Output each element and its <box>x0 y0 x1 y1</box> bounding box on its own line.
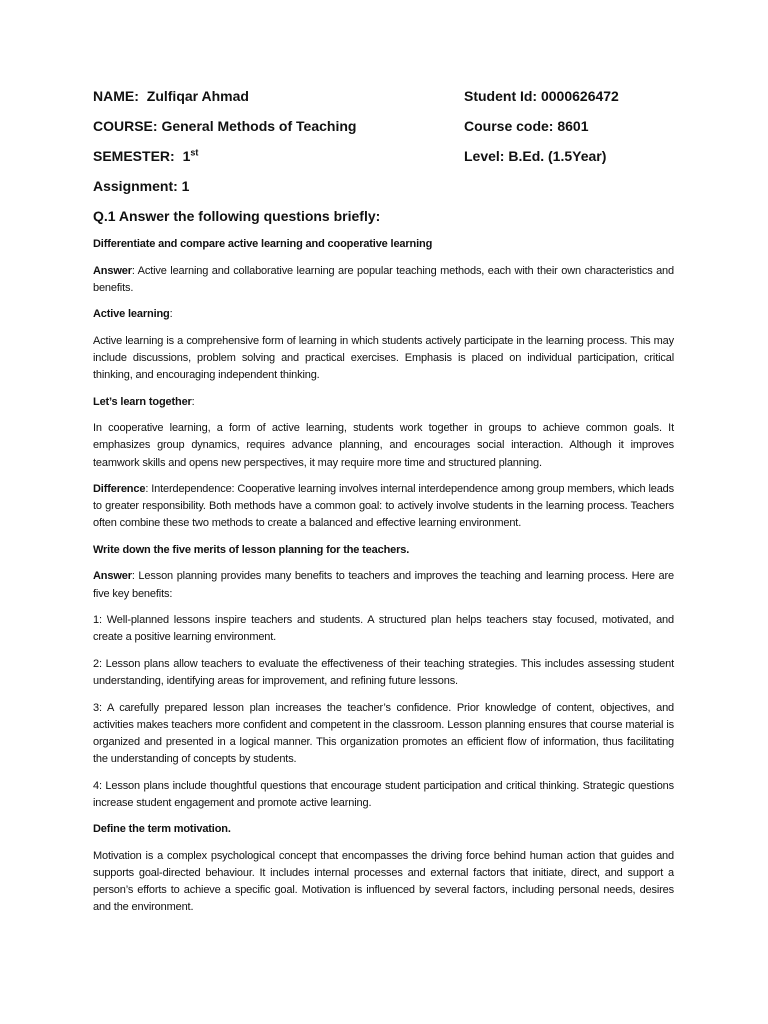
difference-text: : Interdependence: Cooperative learning involves internal interdependence among group members, which leads to greater responsibility. Both methods have a common goal: to actively involve students in the learning process. Teachers often combine these two methods to create a balanced and effective learning environment. <box>93 483 674 530</box>
answer-text: : Lesson planning provides many benefits to teachers and improves the teaching and learning process. Here are five key benefits: <box>93 570 674 600</box>
difference-label: Difference <box>93 483 146 496</box>
paragraph-answer-2 <box>93 568 674 602</box>
question-heading-c: Define the term motivation. <box>93 823 231 836</box>
paragraph-cooperative-learning: In cooperative learning, a form of active learning, students work together in groups to achieve common goals. It emphasizes group dynamics, requires advance planning, and encourages social interaction. Although it improves teamwork skills and opens new perspectives, it may require more time and structured planning. <box>93 422 674 469</box>
paragraph-merit-3: 3: A carefully prepared lesson plan increases the teacher’s confidence. Prior knowledge of content, objectives, and activities makes teachers more confident and competent in the classroom. Lesson planning ensures that course material is organized and presented in a logical manner. This organization promotes an efficient flow of information, thus facilitating the understanding of concepts by students. <box>93 701 674 766</box>
level: Level: B.Ed. (1.5Year) <box>464 148 607 164</box>
semester-value: 1 <box>182 148 191 164</box>
subheading-colon: : <box>169 308 173 321</box>
question-1-title: Q.1 Answer the following questions briefly: <box>93 208 381 224</box>
semester-label: SEMESTER: <box>93 148 175 164</box>
answer-label: Answer <box>93 264 132 277</box>
assignment-number: Assignment: 1 <box>93 178 190 194</box>
name-value: Zulfiqar Ahmad <box>146 88 249 104</box>
semester <box>93 148 198 165</box>
paragraph-merit-2: 2: Lesson plans allow teachers to evaluate the effectiveness of their teaching strategies. This includes assessing student understanding, identifying areas for improvement, and refining future lessons. <box>93 657 674 688</box>
question-heading-b: Write down the five merits of lesson planning for the teachers. <box>93 543 410 556</box>
paragraph-merit-4: 4: Lesson plans include thoughtful questions that encourage student participation and critical thinking. Strategic questions increase student engagement and promote active learning. <box>93 779 674 809</box>
student-id: Student Id: 0000626472 <box>464 88 619 104</box>
student-name <box>93 88 249 105</box>
subheading-label: Let’s learn together <box>93 395 192 408</box>
paragraph-answer-1 <box>93 263 674 297</box>
course-code: Course code: 8601 <box>464 118 589 134</box>
course-name: COURSE: General Methods of Teaching <box>93 118 357 134</box>
answer-label: Answer <box>93 570 132 583</box>
subheading-label: Active learning <box>93 308 170 321</box>
paragraph-difference <box>93 481 674 533</box>
subheading-learn-together <box>93 394 674 411</box>
paragraph-motivation: Motivation is a complex psychological concept that encompasses the driving force behind human action that guides and supports goal-directed behaviour. It includes internal processes and external factors that initiate, direct, and support a person’s efforts to achieve a specific goal. Motivation is influenced by several factors, including personal needs, desires and the environment. <box>93 849 674 914</box>
name-label: NAME: <box>93 88 139 104</box>
subheading-active-learning <box>93 306 674 323</box>
paragraph-merit-1: 1: Well-planned lessons inspire teachers and students. A structured plan helps teachers stay focused, motivated, and create a positive learning environment. <box>93 614 674 644</box>
answer-text: : Active learning and collaborative learning are popular teaching methods, each with their own characteristics and benefits. <box>93 264 674 294</box>
semester-superscript: st <box>190 147 199 158</box>
document-body <box>93 236 674 926</box>
paragraph-active-learning: Active learning is a comprehensive form of learning in which students actively participate in the learning process. This may include discussions, problem solving and practical exercises. Emphasis is placed on individual participation, critical thinking, and encouraging independent thinking. <box>93 334 674 382</box>
question-heading-a: Differentiate and compare active learning and cooperative learning <box>93 238 433 250</box>
subheading-colon: : <box>191 395 195 408</box>
